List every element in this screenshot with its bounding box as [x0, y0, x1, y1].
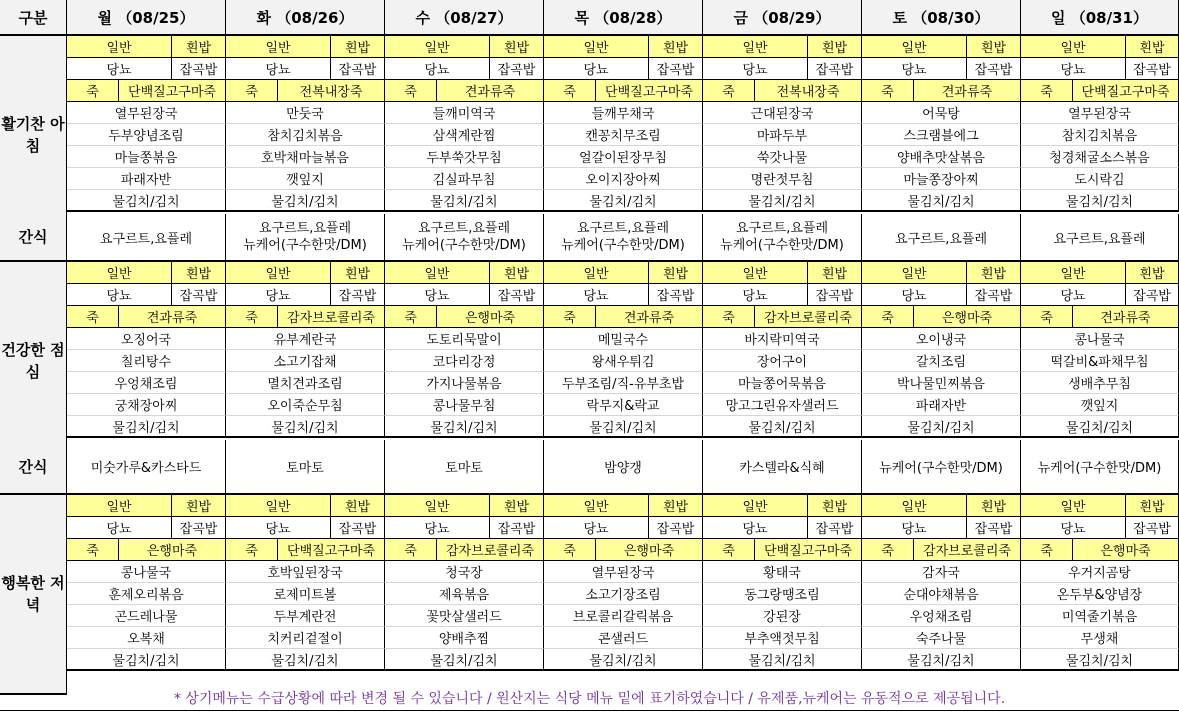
- snack-cell: [544, 214, 703, 262]
- dish-item: 명란젓무침: [703, 168, 862, 190]
- dish-item: 청경채굴소스볶음: [1021, 146, 1179, 168]
- diabetic-option: 당뇨: [862, 284, 967, 306]
- dish-item: 마늘쫑볶음: [67, 146, 226, 168]
- diabetic-option: 당뇨: [544, 284, 649, 306]
- snack-cell: [226, 214, 385, 262]
- white-rice-option: 흰밥: [1126, 262, 1179, 284]
- dish-item: 쑥갓나물: [703, 146, 862, 168]
- dish-item: 물김치/김치: [226, 416, 385, 438]
- white-rice-option: 흰밥: [1126, 495, 1179, 517]
- general-option: 일반: [385, 495, 490, 517]
- dish-item: 물김치/김치: [1021, 416, 1179, 438]
- snack-item: 요구르트,요플레: [258, 221, 352, 236]
- snack-cell: [703, 214, 862, 262]
- dish-item: 물김치/김치: [67, 190, 226, 212]
- dish-item: 두부계란전: [226, 605, 385, 627]
- dish-item: 참치김치볶음: [1021, 124, 1179, 146]
- snack-item: 뉴케어(구수한맛/DM): [561, 238, 685, 253]
- dish-item: 순대야채볶음: [862, 583, 1021, 605]
- multigrain-option: 잡곡밥: [808, 58, 862, 80]
- general-option: 일반: [544, 262, 649, 284]
- porridge-option: 죽: [703, 539, 755, 561]
- dish-item: 열무된장국: [544, 561, 703, 583]
- porridge-option: 죽: [226, 539, 278, 561]
- dish-item: 장어구이: [703, 350, 862, 372]
- diabetic-option: 당뇨: [226, 517, 331, 539]
- dish-item: 도토리묵말이: [385, 328, 544, 350]
- porridge-option: 죽: [1021, 80, 1073, 102]
- diabetic-option: 당뇨: [385, 58, 490, 80]
- dish-item: 물김치/김치: [544, 190, 703, 212]
- porridge-name: 견과류죽: [1073, 306, 1179, 328]
- day-header: 화 （08/26）: [226, 0, 385, 36]
- general-option: 일반: [862, 495, 967, 517]
- multigrain-option: 잡곡밥: [967, 517, 1021, 539]
- general-option: 일반: [67, 262, 172, 284]
- dish-item: 유부계란국: [226, 328, 385, 350]
- dish-item: 미역줄기볶음: [1021, 605, 1179, 627]
- multigrain-option: 잡곡밥: [649, 284, 703, 306]
- dish-item: 소고기장조림: [544, 583, 703, 605]
- white-rice-option: 흰밥: [967, 495, 1021, 517]
- multigrain-option: 잡곡밥: [490, 517, 544, 539]
- dish-item: 오징어국: [67, 328, 226, 350]
- multigrain-option: 잡곡밥: [331, 284, 385, 306]
- porridge-option: 죽: [703, 80, 755, 102]
- snack-cell: [385, 214, 544, 262]
- general-option: 일반: [703, 495, 808, 517]
- dish-item: 물김치/김치: [226, 190, 385, 212]
- white-rice-option: 흰밥: [172, 36, 226, 58]
- diabetic-option: 당뇨: [67, 517, 172, 539]
- dish-item: 갈치조림: [862, 350, 1021, 372]
- dish-item: 우거지곰탕: [1021, 561, 1179, 583]
- porridge-option: 죽: [67, 80, 119, 102]
- dish-item: 도시락김: [1021, 168, 1179, 190]
- white-rice-option: 흰밥: [967, 36, 1021, 58]
- dish-item: 깻잎지: [1021, 394, 1179, 416]
- porridge-option: 죽: [1021, 539, 1073, 561]
- general-option: 일반: [703, 36, 808, 58]
- white-rice-option: 흰밥: [331, 36, 385, 58]
- dish-item: 물김치/김치: [1021, 649, 1179, 671]
- porridge-option: 죽: [67, 539, 119, 561]
- general-option: 일반: [544, 36, 649, 58]
- diabetic-option: 당뇨: [703, 58, 808, 80]
- snack-item: 요구르트,요플레: [576, 221, 670, 236]
- snack-cell: [544, 440, 703, 495]
- dish-item: 락무지&락교: [544, 394, 703, 416]
- snack-item: 뉴케어(구수한맛/DM): [243, 238, 367, 253]
- snack-label: 간식: [0, 440, 67, 495]
- porridge-name: 은행마죽: [1073, 539, 1179, 561]
- multigrain-option: 잡곡밥: [331, 58, 385, 80]
- diabetic-option: 당뇨: [385, 284, 490, 306]
- dish-item: 물김치/김치: [862, 190, 1021, 212]
- multigrain-option: 잡곡밥: [1126, 517, 1179, 539]
- dish-item: 부추액젓무침: [703, 627, 862, 649]
- snack-cell: [862, 440, 1021, 495]
- diabetic-option: 당뇨: [544, 517, 649, 539]
- diabetic-option: 당뇨: [67, 58, 172, 80]
- snack-item: 미숫가루&카스타드: [90, 461, 202, 476]
- multigrain-option: 잡곡밥: [331, 517, 385, 539]
- snack-cell: [226, 440, 385, 495]
- porridge-option: 죽: [385, 539, 437, 561]
- dish-item: 왕새우튀김: [544, 350, 703, 372]
- porridge-name: 단백질고구마죽: [755, 539, 862, 561]
- dish-item: 떡갈비&파채무침: [1021, 350, 1179, 372]
- porridge-name: 감자브로콜리죽: [278, 306, 385, 328]
- diabetic-option: 당뇨: [1021, 58, 1126, 80]
- multigrain-option: 잡곡밥: [649, 58, 703, 80]
- snack-cell: [703, 440, 862, 495]
- snack-label: 간식: [0, 214, 67, 262]
- general-option: 일반: [862, 262, 967, 284]
- general-option: 일반: [385, 262, 490, 284]
- dish-item: 제육볶음: [385, 583, 544, 605]
- diabetic-option: 당뇨: [703, 284, 808, 306]
- diabetic-option: 당뇨: [385, 517, 490, 539]
- porridge-name: 단백질고구마죽: [596, 80, 703, 102]
- porridge-option: 죽: [862, 539, 914, 561]
- dish-item: 박나물민찌볶음: [862, 372, 1021, 394]
- meal-label: 행복한 저녁: [0, 495, 67, 695]
- general-option: 일반: [67, 36, 172, 58]
- dish-item: 오이냉국: [862, 328, 1021, 350]
- dish-item: 스크램블에그: [862, 124, 1021, 146]
- porridge-name: 은행마죽: [914, 306, 1021, 328]
- porridge-option: 죽: [385, 306, 437, 328]
- dish-item: 궁채장아찌: [67, 394, 226, 416]
- snack-item: 토마토: [286, 461, 324, 476]
- dish-item: 콩나물국: [67, 561, 226, 583]
- multigrain-option: 잡곡밥: [649, 517, 703, 539]
- dish-item: 호박잎된장국: [226, 561, 385, 583]
- dish-item: 들깨무채국: [544, 102, 703, 124]
- dish-item: 마늘쫑장아찌: [862, 168, 1021, 190]
- dish-item: 가지나물볶음: [385, 372, 544, 394]
- porridge-option: 죽: [1021, 306, 1073, 328]
- dish-item: 곤드레나물: [67, 605, 226, 627]
- general-option: 일반: [67, 495, 172, 517]
- snack-cell: [67, 440, 226, 495]
- multigrain-option: 잡곡밥: [490, 58, 544, 80]
- porridge-name: 감자브로콜리죽: [755, 306, 862, 328]
- dish-item: 근대된장국: [703, 102, 862, 124]
- dish-item: 감자국: [862, 561, 1021, 583]
- dish-item: 물김치/김치: [1021, 190, 1179, 212]
- dish-item: 물김치/김치: [226, 649, 385, 671]
- general-option: 일반: [226, 36, 331, 58]
- dish-item: 멸치견과조림: [226, 372, 385, 394]
- white-rice-option: 흰밥: [490, 262, 544, 284]
- porridge-option: 죽: [544, 539, 596, 561]
- snack-item: 뉴케어(구수한맛/DM): [879, 461, 1003, 476]
- white-rice-option: 흰밥: [649, 262, 703, 284]
- dish-item: 두부조림/직-유부초밥: [544, 372, 703, 394]
- day-header: 토 （08/30）: [862, 0, 1021, 36]
- general-option: 일반: [1021, 36, 1126, 58]
- general-option: 일반: [544, 495, 649, 517]
- meal-label: 활기찬 아침: [0, 36, 67, 236]
- dish-item: 물김치/김치: [385, 649, 544, 671]
- white-rice-option: 흰밥: [1126, 36, 1179, 58]
- day-header: 일 （08/31）: [1021, 0, 1179, 36]
- multigrain-option: 잡곡밥: [490, 284, 544, 306]
- snack-item: 밤양갱: [604, 461, 642, 476]
- snack-item: 요구르트,요플레: [417, 221, 511, 236]
- dish-item: 물김치/김치: [703, 649, 862, 671]
- porridge-option: 죽: [862, 306, 914, 328]
- dish-item: 꽃맛살샐러드: [385, 605, 544, 627]
- general-option: 일반: [385, 36, 490, 58]
- porridge-name: 견과류죽: [596, 306, 703, 328]
- dish-item: 물김치/김치: [862, 649, 1021, 671]
- dish-item: 오이죽순무침: [226, 394, 385, 416]
- dish-item: 망고그린유자샐러드: [703, 394, 862, 416]
- dish-item: 물김치/김치: [67, 416, 226, 438]
- multigrain-option: 잡곡밥: [172, 58, 226, 80]
- white-rice-option: 흰밥: [172, 495, 226, 517]
- multigrain-option: 잡곡밥: [172, 284, 226, 306]
- white-rice-option: 흰밥: [649, 495, 703, 517]
- dish-item: 황태국: [703, 561, 862, 583]
- white-rice-option: 흰밥: [331, 495, 385, 517]
- porridge-name: 감자브로콜리죽: [437, 539, 544, 561]
- dish-item: 강된장: [703, 605, 862, 627]
- snack-cell: [1021, 440, 1179, 495]
- dish-item: 열무된장국: [1021, 102, 1179, 124]
- porridge-name: 견과류죽: [119, 306, 226, 328]
- multigrain-option: 잡곡밥: [808, 284, 862, 306]
- porridge-name: 전복내장죽: [278, 80, 385, 102]
- snack-item: 카스텔라&식혜: [739, 461, 825, 476]
- dish-item: 열무된장국: [67, 102, 226, 124]
- snack-item: 요구르트,요플레: [1053, 231, 1146, 247]
- dish-item: 삼색계란찜: [385, 124, 544, 146]
- multigrain-option: 잡곡밥: [1126, 58, 1179, 80]
- snack-item: 요구르트,요플레: [99, 231, 193, 247]
- porridge-name: 견과류죽: [437, 80, 544, 102]
- dish-item: 치커리겉절이: [226, 627, 385, 649]
- porridge-name: 감자브로콜리죽: [914, 539, 1021, 561]
- diabetic-option: 당뇨: [226, 284, 331, 306]
- dish-item: 숙주나물: [862, 627, 1021, 649]
- multigrain-option: 잡곡밥: [172, 517, 226, 539]
- porridge-name: 은행마죽: [119, 539, 226, 561]
- dish-item: 우엉채조림: [862, 605, 1021, 627]
- snack-item: 토마토: [445, 461, 483, 476]
- snack-item: 요구르트,요플레: [894, 231, 988, 247]
- dish-item: 참치김치볶음: [226, 124, 385, 146]
- white-rice-option: 흰밥: [331, 262, 385, 284]
- dish-item: 메밀국수: [544, 328, 703, 350]
- porridge-name: 은행마죽: [596, 539, 703, 561]
- porridge-option: 죽: [385, 80, 437, 102]
- diabetic-option: 당뇨: [862, 58, 967, 80]
- dish-item: 마늘쫑어묵볶음: [703, 372, 862, 394]
- dish-item: 물김치/김치: [544, 649, 703, 671]
- snack-cell: [67, 214, 226, 262]
- porridge-name: 단백질고구마죽: [278, 539, 385, 561]
- porridge-name: 견과류죽: [914, 80, 1021, 102]
- general-option: 일반: [1021, 262, 1126, 284]
- white-rice-option: 흰밥: [967, 262, 1021, 284]
- footer-note: * 상기메뉴는 수급상황에 따라 변경 될 수 있습니다 / 원산지는 식당 메뉴 밑에 표기하였습니다 / 유제품,뉴케어는 유동적으로 제공됩니다.: [0, 685, 1179, 711]
- dish-item: 브로콜리갈릭볶음: [544, 605, 703, 627]
- dish-item: 호박채마늘볶음: [226, 146, 385, 168]
- porridge-option: 죽: [544, 80, 596, 102]
- general-option: 일반: [226, 495, 331, 517]
- diabetic-option: 당뇨: [226, 58, 331, 80]
- dish-item: 김실파무침: [385, 168, 544, 190]
- porridge-option: 죽: [226, 306, 278, 328]
- dish-item: 오이지장아찌: [544, 168, 703, 190]
- dish-item: 무생채: [1021, 627, 1179, 649]
- dish-item: 소고기잡채: [226, 350, 385, 372]
- dish-item: 물김치/김치: [385, 190, 544, 212]
- white-rice-option: 흰밥: [490, 495, 544, 517]
- white-rice-option: 흰밥: [808, 262, 862, 284]
- dish-item: 우엉채조림: [67, 372, 226, 394]
- dish-item: 얼갈이된장무침: [544, 146, 703, 168]
- diabetic-option: 당뇨: [1021, 284, 1126, 306]
- dish-item: 물김치/김치: [544, 416, 703, 438]
- dish-item: 물김치/김치: [385, 416, 544, 438]
- porridge-name: 전복내장죽: [755, 80, 862, 102]
- snack-cell: [862, 214, 1021, 262]
- dish-item: 깻잎지: [226, 168, 385, 190]
- day-header: 수 （08/27）: [385, 0, 544, 36]
- porridge-option: 죽: [862, 80, 914, 102]
- dish-item: 온두부&양념장: [1021, 583, 1179, 605]
- day-header: 월 （08/25）: [67, 0, 226, 36]
- dish-item: 두부쑥갓무침: [385, 146, 544, 168]
- multigrain-option: 잡곡밥: [1126, 284, 1179, 306]
- porridge-name: 은행마죽: [437, 306, 544, 328]
- multigrain-option: 잡곡밥: [967, 284, 1021, 306]
- general-option: 일반: [703, 262, 808, 284]
- general-option: 일반: [862, 36, 967, 58]
- dish-item: 칠리탕수: [67, 350, 226, 372]
- diabetic-option: 당뇨: [67, 284, 172, 306]
- porridge-name: 단백질고구마죽: [119, 80, 226, 102]
- diabetic-option: 당뇨: [703, 517, 808, 539]
- header-label: 구분: [0, 0, 67, 36]
- porridge-option: 죽: [226, 80, 278, 102]
- general-option: 일반: [226, 262, 331, 284]
- dish-item: 콘샐러드: [544, 627, 703, 649]
- dish-item: 동그랑땡조림: [703, 583, 862, 605]
- dish-item: 물김치/김치: [703, 190, 862, 212]
- white-rice-option: 흰밥: [808, 36, 862, 58]
- snack-cell: [1021, 214, 1179, 262]
- snack-item: 요구르트,요플레: [735, 221, 829, 236]
- dish-item: 물김치/김치: [862, 416, 1021, 438]
- porridge-option: 죽: [67, 306, 119, 328]
- white-rice-option: 흰밥: [649, 36, 703, 58]
- porridge-name: 단백질고구마죽: [1073, 80, 1179, 102]
- dish-item: 로제미트볼: [226, 583, 385, 605]
- meal-label: 건강한 점심: [0, 262, 67, 462]
- dish-item: 물김치/김치: [67, 649, 226, 671]
- dish-item: 들깨미역국: [385, 102, 544, 124]
- dish-item: 오복채: [67, 627, 226, 649]
- dish-item: 코다리강정: [385, 350, 544, 372]
- multigrain-option: 잡곡밥: [808, 517, 862, 539]
- day-header: 금 （08/29）: [703, 0, 862, 36]
- day-header: 목 （08/28）: [544, 0, 703, 36]
- snack-cell: [385, 440, 544, 495]
- porridge-option: 죽: [544, 306, 596, 328]
- dish-item: 캔꽁치무조림: [544, 124, 703, 146]
- dish-item: 양배추찜: [385, 627, 544, 649]
- dish-item: 생배추무침: [1021, 372, 1179, 394]
- white-rice-option: 흰밥: [808, 495, 862, 517]
- diabetic-option: 당뇨: [862, 517, 967, 539]
- dish-item: 콩나물국: [1021, 328, 1179, 350]
- white-rice-option: 흰밥: [490, 36, 544, 58]
- dish-item: 청국장: [385, 561, 544, 583]
- dish-item: 바지락미역국: [703, 328, 862, 350]
- dish-item: 콩나물무침: [385, 394, 544, 416]
- porridge-option: 죽: [703, 306, 755, 328]
- dish-item: 물김치/김치: [703, 416, 862, 438]
- dish-item: 파래자반: [67, 168, 226, 190]
- multigrain-option: 잡곡밥: [967, 58, 1021, 80]
- dish-item: 마파두부: [703, 124, 862, 146]
- dish-item: 두부양념조림: [67, 124, 226, 146]
- snack-item: 뉴케어(구수한맛/DM): [402, 238, 526, 253]
- dish-item: 파래자반: [862, 394, 1021, 416]
- white-rice-option: 흰밥: [172, 262, 226, 284]
- diabetic-option: 당뇨: [1021, 517, 1126, 539]
- dish-item: 어묵탕: [862, 102, 1021, 124]
- general-option: 일반: [1021, 495, 1126, 517]
- dish-item: 훈제오리볶음: [67, 583, 226, 605]
- dish-item: 양배추맛살볶음: [862, 146, 1021, 168]
- diabetic-option: 당뇨: [544, 58, 649, 80]
- snack-item: 뉴케어(구수한맛/DM): [720, 238, 844, 253]
- dish-item: 만둣국: [226, 102, 385, 124]
- snack-item: 뉴케어(구수한맛/DM): [1037, 461, 1162, 476]
